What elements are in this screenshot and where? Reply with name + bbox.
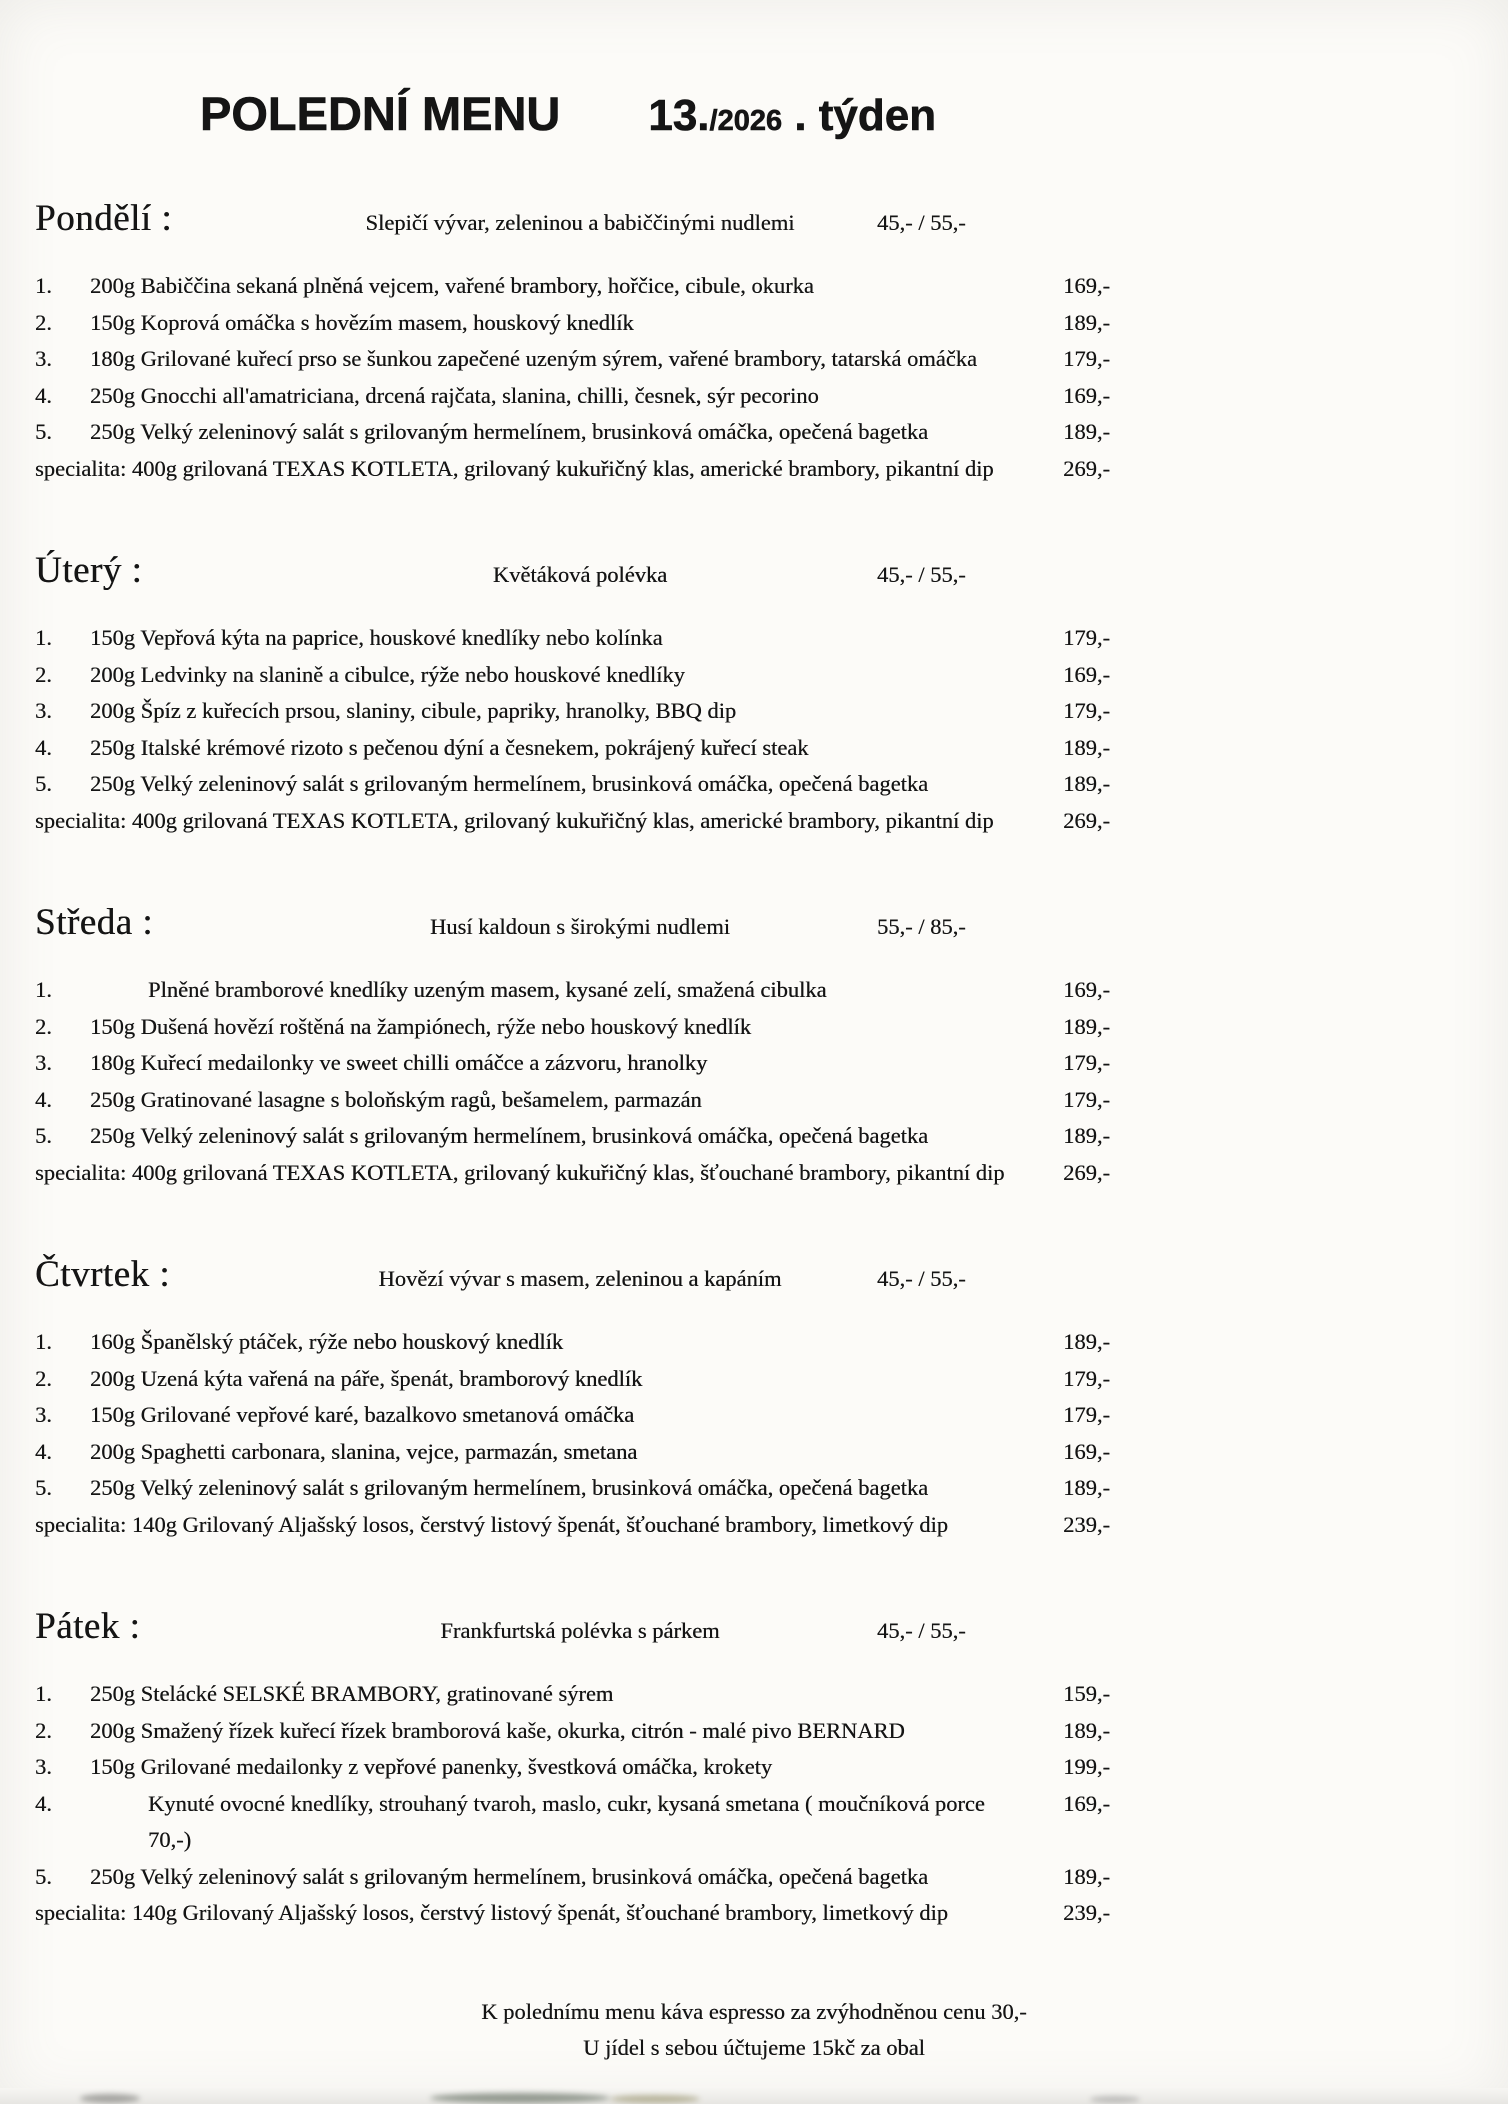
menu-item-row	[35, 1397, 1110, 1434]
soup-price: 45,- / 55,-	[877, 1266, 966, 1291]
day-header	[35, 1605, 1110, 1648]
item-text: 200g Spaghetti carbonara, slanina, vejce, parmazán, smetana	[90, 1438, 638, 1464]
item-number: 4.	[35, 1438, 52, 1464]
item-price: 169,-	[1063, 661, 1110, 687]
menu-footer	[0, 1994, 1508, 2066]
soup-price: 45,- / 55,-	[877, 1618, 966, 1643]
day-section	[35, 549, 1110, 839]
item-text: 180g Grilované kuřecí prso se šunkou zapečené uzeným sýrem, vařené brambory, tatarská omáčka	[90, 346, 977, 371]
special-text: specialita: 400g grilovaná TEXAS KOTLETA, grilovaný kukuřičný klas, americké brambory, pikantní dip	[35, 455, 994, 481]
item-text: 160g Španělský ptáček, rýže nebo houskový knedlík	[90, 1329, 564, 1354]
menu-item-row	[35, 414, 1110, 451]
item-price: 189,-	[1063, 1717, 1110, 1743]
week-year: /2026	[709, 105, 783, 137]
soup-name: Květáková polévka	[492, 562, 668, 587]
day-section	[35, 1253, 1110, 1543]
item-price: 159,-	[1063, 1681, 1110, 1706]
item-number: 3.	[35, 1050, 52, 1075]
item-number: 5.	[35, 419, 52, 444]
menu-item-row	[35, 305, 1110, 342]
special-row	[35, 1507, 1110, 1544]
special-text: specialita: 140g Grilovaný Aljašský losos, čerstvý listový špenát, šťouchané brambory, limetkový dip	[35, 1900, 949, 1925]
item-text: 250g Velký zeleninový salát s grilovaným hermelínem, brusinková omáčka, opečená bagetka	[90, 1123, 929, 1148]
item-text: 250g Italské krémové rizoto s pečenou dýní a česnekem, pokrájený kuřecí steak	[90, 734, 809, 760]
item-text: 200g Uzená kýta vařená na páře, špenát, bramborový knedlík	[90, 1365, 643, 1391]
soup-name: Frankfurtská polévka s párkem	[440, 1618, 720, 1643]
item-price: 189,-	[1063, 419, 1110, 444]
item-number: 3.	[35, 346, 52, 371]
item-price: 189,-	[1063, 1329, 1110, 1354]
item-price: 189,-	[1063, 1123, 1110, 1148]
item-text: 150g Grilované medailonky z vepřové panenky, švestková omáčka, krokety	[90, 1754, 773, 1779]
menu-item-row	[35, 1676, 1110, 1713]
item-number: 5.	[35, 771, 52, 796]
item-number: 1.	[35, 1681, 52, 1706]
menu-item-row	[35, 1434, 1110, 1471]
item-price: 169,-	[1063, 977, 1110, 1002]
item-text: 250g Gratinované lasagne s boloňským ragů, bešamelem, parmazán	[90, 1086, 702, 1112]
item-number: 1.	[35, 977, 52, 1002]
soup-price: 55,- / 85,-	[877, 914, 966, 939]
item-number: 3.	[35, 1402, 52, 1427]
week-suffix: . týden	[782, 91, 937, 140]
item-number: 5.	[35, 1475, 52, 1500]
scan-artifact	[0, 2088, 1508, 2104]
item-price: 199,-	[1063, 1754, 1110, 1779]
menu-item-row	[35, 730, 1110, 767]
menu-item-row	[35, 341, 1110, 378]
day-items	[35, 972, 1110, 1155]
menu-item-row	[35, 268, 1110, 305]
special-price: 239,-	[1063, 1900, 1110, 1925]
item-price: 179,-	[1063, 625, 1110, 650]
menu-item-row	[35, 1749, 1110, 1786]
special-price: 269,-	[1063, 455, 1110, 481]
day-name: Pondělí :	[35, 198, 173, 239]
item-number: 2.	[35, 1365, 52, 1391]
soup-name: Slepičí vývar, zeleninou a babiččinými nudlemi	[365, 210, 795, 235]
day-items	[35, 1676, 1110, 1895]
item-text: 250g Velký zeleninový salát s grilovaným hermelínem, brusinková omáčka, opečená bagetka	[90, 1863, 929, 1889]
scan-smudge	[610, 2095, 700, 2103]
menu-item-row	[35, 1470, 1110, 1507]
scan-smudge	[80, 2094, 140, 2103]
menu-item-row	[35, 1082, 1110, 1119]
scan-smudge	[1090, 2096, 1140, 2103]
special-text: specialita: 400g grilovaná TEXAS KOTLETA, grilovaný kukuřičný klas, šťouchané brambory, pikantní dip	[35, 1159, 1005, 1185]
item-text: 200g Smažený řízek kuřecí řízek bramborová kaše, okurka, citrón - malé pivo BERNARD	[90, 1717, 905, 1743]
item-text: 200g Špíz z kuřecích prsou, slaniny, cibule, papriky, hranolky, BBQ dip	[90, 698, 737, 723]
menu-item-row	[35, 1324, 1110, 1361]
item-price: 189,-	[1063, 734, 1110, 760]
item-price: 179,-	[1063, 1086, 1110, 1112]
item-price: 179,-	[1063, 698, 1110, 723]
menu-item-row	[35, 657, 1110, 694]
menu-item-row	[35, 620, 1110, 657]
item-text: 250g Velký zeleninový salát s grilovaným hermelínem, brusinková omáčka, opečená bagetka	[90, 1475, 929, 1500]
footer-note-coffee: K polednímu menu káva espresso za zvýhodněnou cenu 30,-	[481, 1998, 1027, 2024]
day-name: Čtvrtek :	[35, 1254, 171, 1295]
week-label	[648, 91, 936, 141]
item-text: 200g Ledvinky na slanině a cibulce, rýže nebo houskové knedlíky	[90, 661, 685, 687]
item-text: 150g Grilované vepřové karé, bazalkovo smetanová omáčka	[90, 1402, 635, 1427]
day-header	[35, 549, 1110, 592]
item-price: 169,-	[1063, 1790, 1110, 1816]
special-price: 269,-	[1063, 807, 1110, 833]
day-section	[35, 901, 1110, 1191]
item-number: 1.	[35, 625, 52, 650]
item-text: 150g Koprová omáčka s hovězím masem, houskový knedlík	[90, 309, 634, 335]
item-number: 1.	[35, 273, 52, 298]
day-header	[35, 197, 1110, 240]
menu-item-row	[35, 1786, 1110, 1859]
item-price: 169,-	[1063, 1438, 1110, 1464]
item-number: 4.	[35, 1086, 52, 1112]
menu-item-row	[35, 693, 1110, 730]
item-price: 189,-	[1063, 1863, 1110, 1889]
item-text: 250g Stelácké SELSKÉ BRAMBORY, gratinované sýrem	[90, 1681, 614, 1706]
menu-item-row	[35, 1361, 1110, 1398]
menu-item-row	[35, 766, 1110, 803]
soup-name: Hovězí vývar s masem, zeleninou a kapáním	[378, 1266, 782, 1291]
item-price: 189,-	[1063, 1475, 1110, 1500]
day-name: Středa :	[35, 902, 154, 943]
menu-item-row	[35, 972, 1110, 1009]
week-number: 13.	[648, 91, 710, 140]
day-items	[35, 268, 1110, 451]
soup-price: 45,- / 55,-	[877, 562, 966, 587]
item-price: 189,-	[1063, 1013, 1110, 1039]
item-number: 3.	[35, 1754, 52, 1779]
menu-header	[0, 0, 1508, 141]
special-price: 239,-	[1063, 1511, 1110, 1537]
day-header	[35, 1253, 1110, 1296]
menu-days	[0, 197, 1508, 1932]
item-text: 150g Dušená hovězí roštěná na žampiónech, rýže nebo houskový knedlík	[90, 1013, 752, 1039]
item-number: 2.	[35, 1717, 52, 1743]
item-number: 2.	[35, 1013, 52, 1039]
special-row	[35, 803, 1110, 840]
day-items	[35, 1324, 1110, 1507]
item-text: 180g Kuřecí medailonky ve sweet chilli omáčce a zázvoru, hranolky	[90, 1050, 708, 1075]
special-row	[35, 451, 1110, 488]
item-price: 179,-	[1063, 1050, 1110, 1075]
soup-price: 45,- / 55,-	[877, 210, 966, 235]
item-text: Plněné bramborové knedlíky uzeným masem, kysané zelí, smažená cibulka	[148, 977, 827, 1002]
item-number: 2.	[35, 661, 52, 687]
item-number: 4.	[35, 382, 52, 408]
day-section	[35, 1605, 1110, 1932]
menu-item-row	[35, 1009, 1110, 1046]
item-number: 2.	[35, 309, 52, 335]
item-text: 150g Vepřová kýta na paprice, houskové knedlíky nebo kolínka	[90, 625, 663, 650]
item-text: 250g Velký zeleninový salát s grilovaným hermelínem, brusinková omáčka, opečená bagetka	[90, 419, 929, 444]
item-number: 5.	[35, 1123, 52, 1148]
item-price: 189,-	[1063, 309, 1110, 335]
special-row	[35, 1155, 1110, 1192]
day-items	[35, 620, 1110, 803]
day-name: Pátek :	[35, 1606, 141, 1647]
item-price: 169,-	[1063, 273, 1110, 298]
special-text: specialita: 140g Grilovaný Aljašský losos, čerstvý listový špenát, šťouchané brambory, limetkový dip	[35, 1511, 949, 1537]
day-section	[35, 197, 1110, 487]
item-price: 189,-	[1063, 771, 1110, 796]
menu-item-row	[35, 1118, 1110, 1155]
menu-title: POLEDNÍ MENU	[200, 87, 561, 140]
item-number: 3.	[35, 698, 52, 723]
item-price: 179,-	[1063, 1402, 1110, 1427]
item-text: 200g Babiččina sekaná plněná vejcem, vařené brambory, hořčice, cibule, okurka	[90, 273, 814, 298]
item-number: 1.	[35, 1329, 52, 1354]
item-price: 169,-	[1063, 382, 1110, 408]
special-row	[35, 1895, 1110, 1932]
day-name: Úterý :	[35, 550, 143, 591]
menu-item-row	[35, 1859, 1110, 1896]
footer-note-takeaway: U jídel s sebou účtujeme 15kč za obal	[583, 2034, 925, 2060]
scan-smudge	[430, 2093, 610, 2103]
item-text: 250g Gnocchi all'amatriciana, drcená rajčata, slanina, chilli, česnek, sýr pecorino	[90, 382, 819, 408]
soup-name: Husí kaldoun s širokými nudlemi	[430, 914, 730, 939]
item-text: Kynuté ovocné knedlíky, strouhaný tvaroh, maslo, cukr, kysaná smetana ( moučníková porce 70,-)	[148, 1790, 985, 1852]
item-text: 250g Velký zeleninový salát s grilovaným hermelínem, brusinková omáčka, opečená bagetka	[90, 771, 929, 796]
day-header	[35, 901, 1110, 944]
item-number: 4.	[35, 734, 52, 760]
item-price: 179,-	[1063, 1365, 1110, 1391]
menu-item-row	[35, 1713, 1110, 1750]
menu-item-row	[35, 378, 1110, 415]
item-number: 4.	[35, 1790, 52, 1816]
menu-item-row	[35, 1045, 1110, 1082]
item-number: 5.	[35, 1863, 52, 1889]
special-text: specialita: 400g grilovaná TEXAS KOTLETA, grilovaný kukuřičný klas, americké brambory, pikantní dip	[35, 807, 994, 833]
item-price: 179,-	[1063, 346, 1110, 371]
special-price: 269,-	[1063, 1159, 1110, 1185]
